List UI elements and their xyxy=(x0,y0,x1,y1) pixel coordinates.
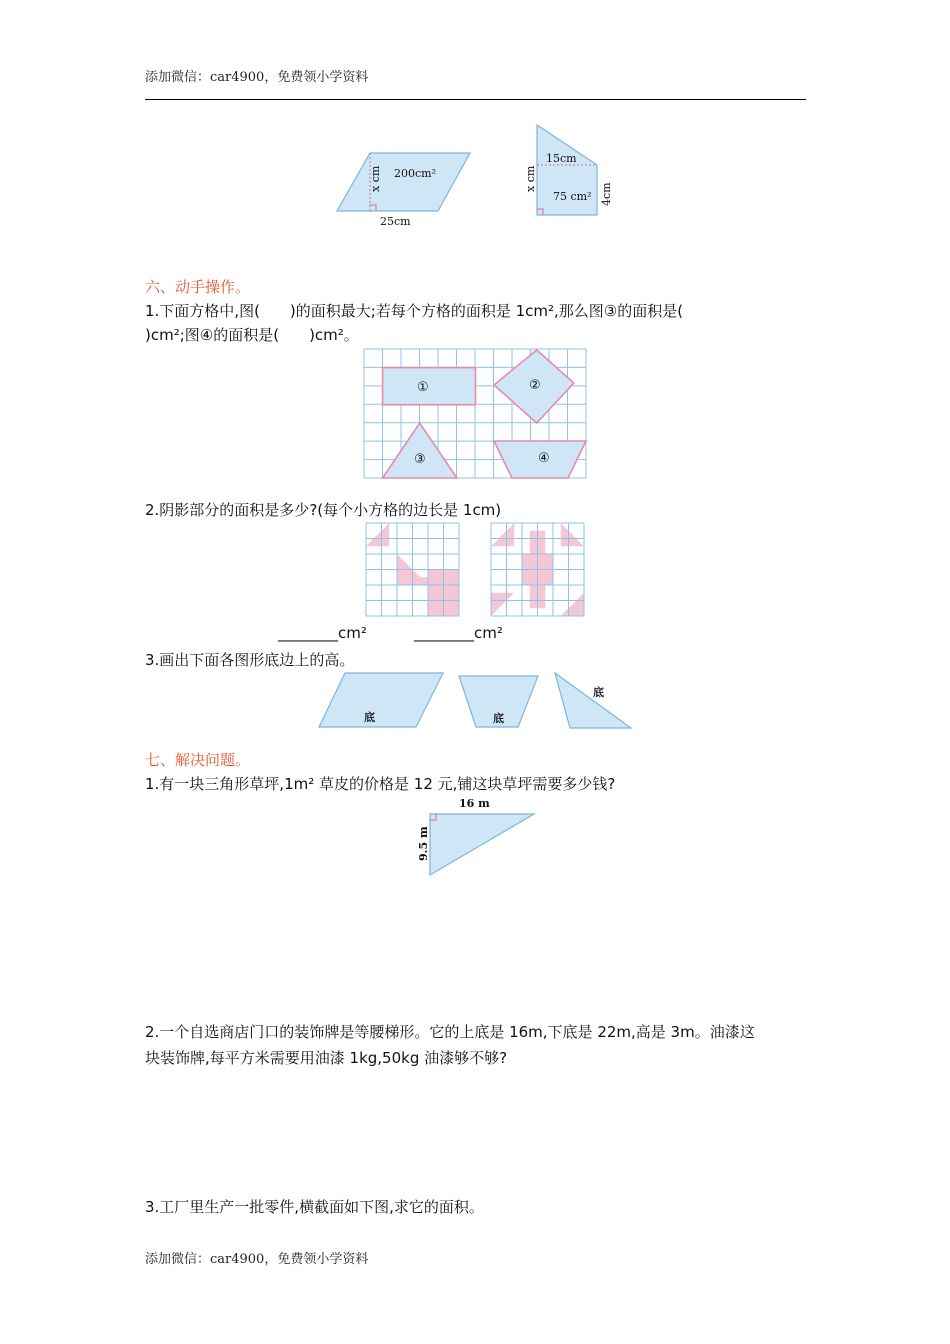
trapezoid-height-label: x cm xyxy=(524,165,537,192)
shade-right-tri-3 xyxy=(491,593,514,616)
figure-1-label: ① xyxy=(417,380,429,395)
q3-shapes xyxy=(318,672,638,734)
section7-title: 七、解决问题。 xyxy=(145,751,251,769)
page-header: 添加微信：car4900，免费领小学资料 xyxy=(145,70,369,85)
trapezoid-figure xyxy=(520,120,630,225)
page-footer: 添加微信：car4900，免费领小学资料 xyxy=(145,1252,369,1267)
s7-q2-line1: 2.一个自选商店门口的装饰牌是等腰梯形。它的上底是 16m,下底是 22m,高是 3m。油漆这 xyxy=(145,1023,755,1041)
q3-label-2: 底 xyxy=(493,712,504,725)
s7-q3: 3.工厂里生产一批零件,横截面如下图,求它的面积。 xyxy=(145,1198,484,1216)
shade-left-tri-1 xyxy=(366,523,389,546)
q3-label-1: 底 xyxy=(364,711,375,724)
parallelogram-height-label: x cm xyxy=(369,165,382,192)
header-divider xyxy=(145,99,806,100)
q1-grid xyxy=(364,349,587,479)
trapezoid-side-label: 4cm xyxy=(600,182,613,206)
q2-answer-blank-2[interactable]: ________cm² xyxy=(414,624,503,642)
q2-grid-left xyxy=(366,523,459,616)
parallelogram-area-label: 200cm² xyxy=(394,167,436,180)
s6-q2: 2.阴影部分的面积是多少?(每个小方格的边长是 1cm) xyxy=(145,501,502,519)
q2-answer-blank-1[interactable]: ________cm² xyxy=(278,624,367,642)
trapezoid-top-label: 15cm xyxy=(546,152,577,165)
parallelogram-base-label: 25cm xyxy=(380,215,411,228)
q3-label-3: 底 xyxy=(593,686,604,699)
s7-q1: 1.有一块三角形草坪,1m² 草皮的价格是 12 元,铺这块草坪需要多少钱? xyxy=(145,775,616,793)
s6-q3: 3.画出下面各图形底边上的高。 xyxy=(145,651,355,669)
figure-2-label: ② xyxy=(529,378,541,393)
s7-q2-line2: 块装饰牌,每平方米需要用油漆 1kg,50kg 油漆够不够? xyxy=(145,1049,508,1067)
q3-triangle xyxy=(555,673,631,728)
q2-grid-right xyxy=(491,523,584,616)
shade-right-tri-2 xyxy=(561,523,584,546)
figure-3-triangle xyxy=(383,423,457,478)
s7-q1-height-label: 9.5 m xyxy=(417,826,430,861)
parallelogram-figure xyxy=(330,148,480,233)
shade-right-tri-1 xyxy=(491,523,514,546)
q3-parallelogram xyxy=(319,673,443,727)
shade-left-tri-2 xyxy=(397,554,420,577)
figure-4-label: ④ xyxy=(538,451,550,466)
trapezoid-area-label: 75 cm² xyxy=(553,190,592,203)
s7-q1-base-label: 16 m xyxy=(459,797,490,810)
figure-1-rectangle xyxy=(383,368,476,405)
figure-3-label: ③ xyxy=(414,452,426,467)
s6-q1-line1: 1.下面方格中,图( )的面积最大;若每个方格的面积是 1cm²,那么图③的面积是( xyxy=(145,302,684,320)
section6-title: 六、动手操作。 xyxy=(145,278,251,296)
s6-q1-line2: )cm²;图④的面积是( )cm²。 xyxy=(145,326,359,344)
s7-q1-triangle-figure xyxy=(415,795,540,880)
shade-right-tri-4 xyxy=(561,593,584,616)
